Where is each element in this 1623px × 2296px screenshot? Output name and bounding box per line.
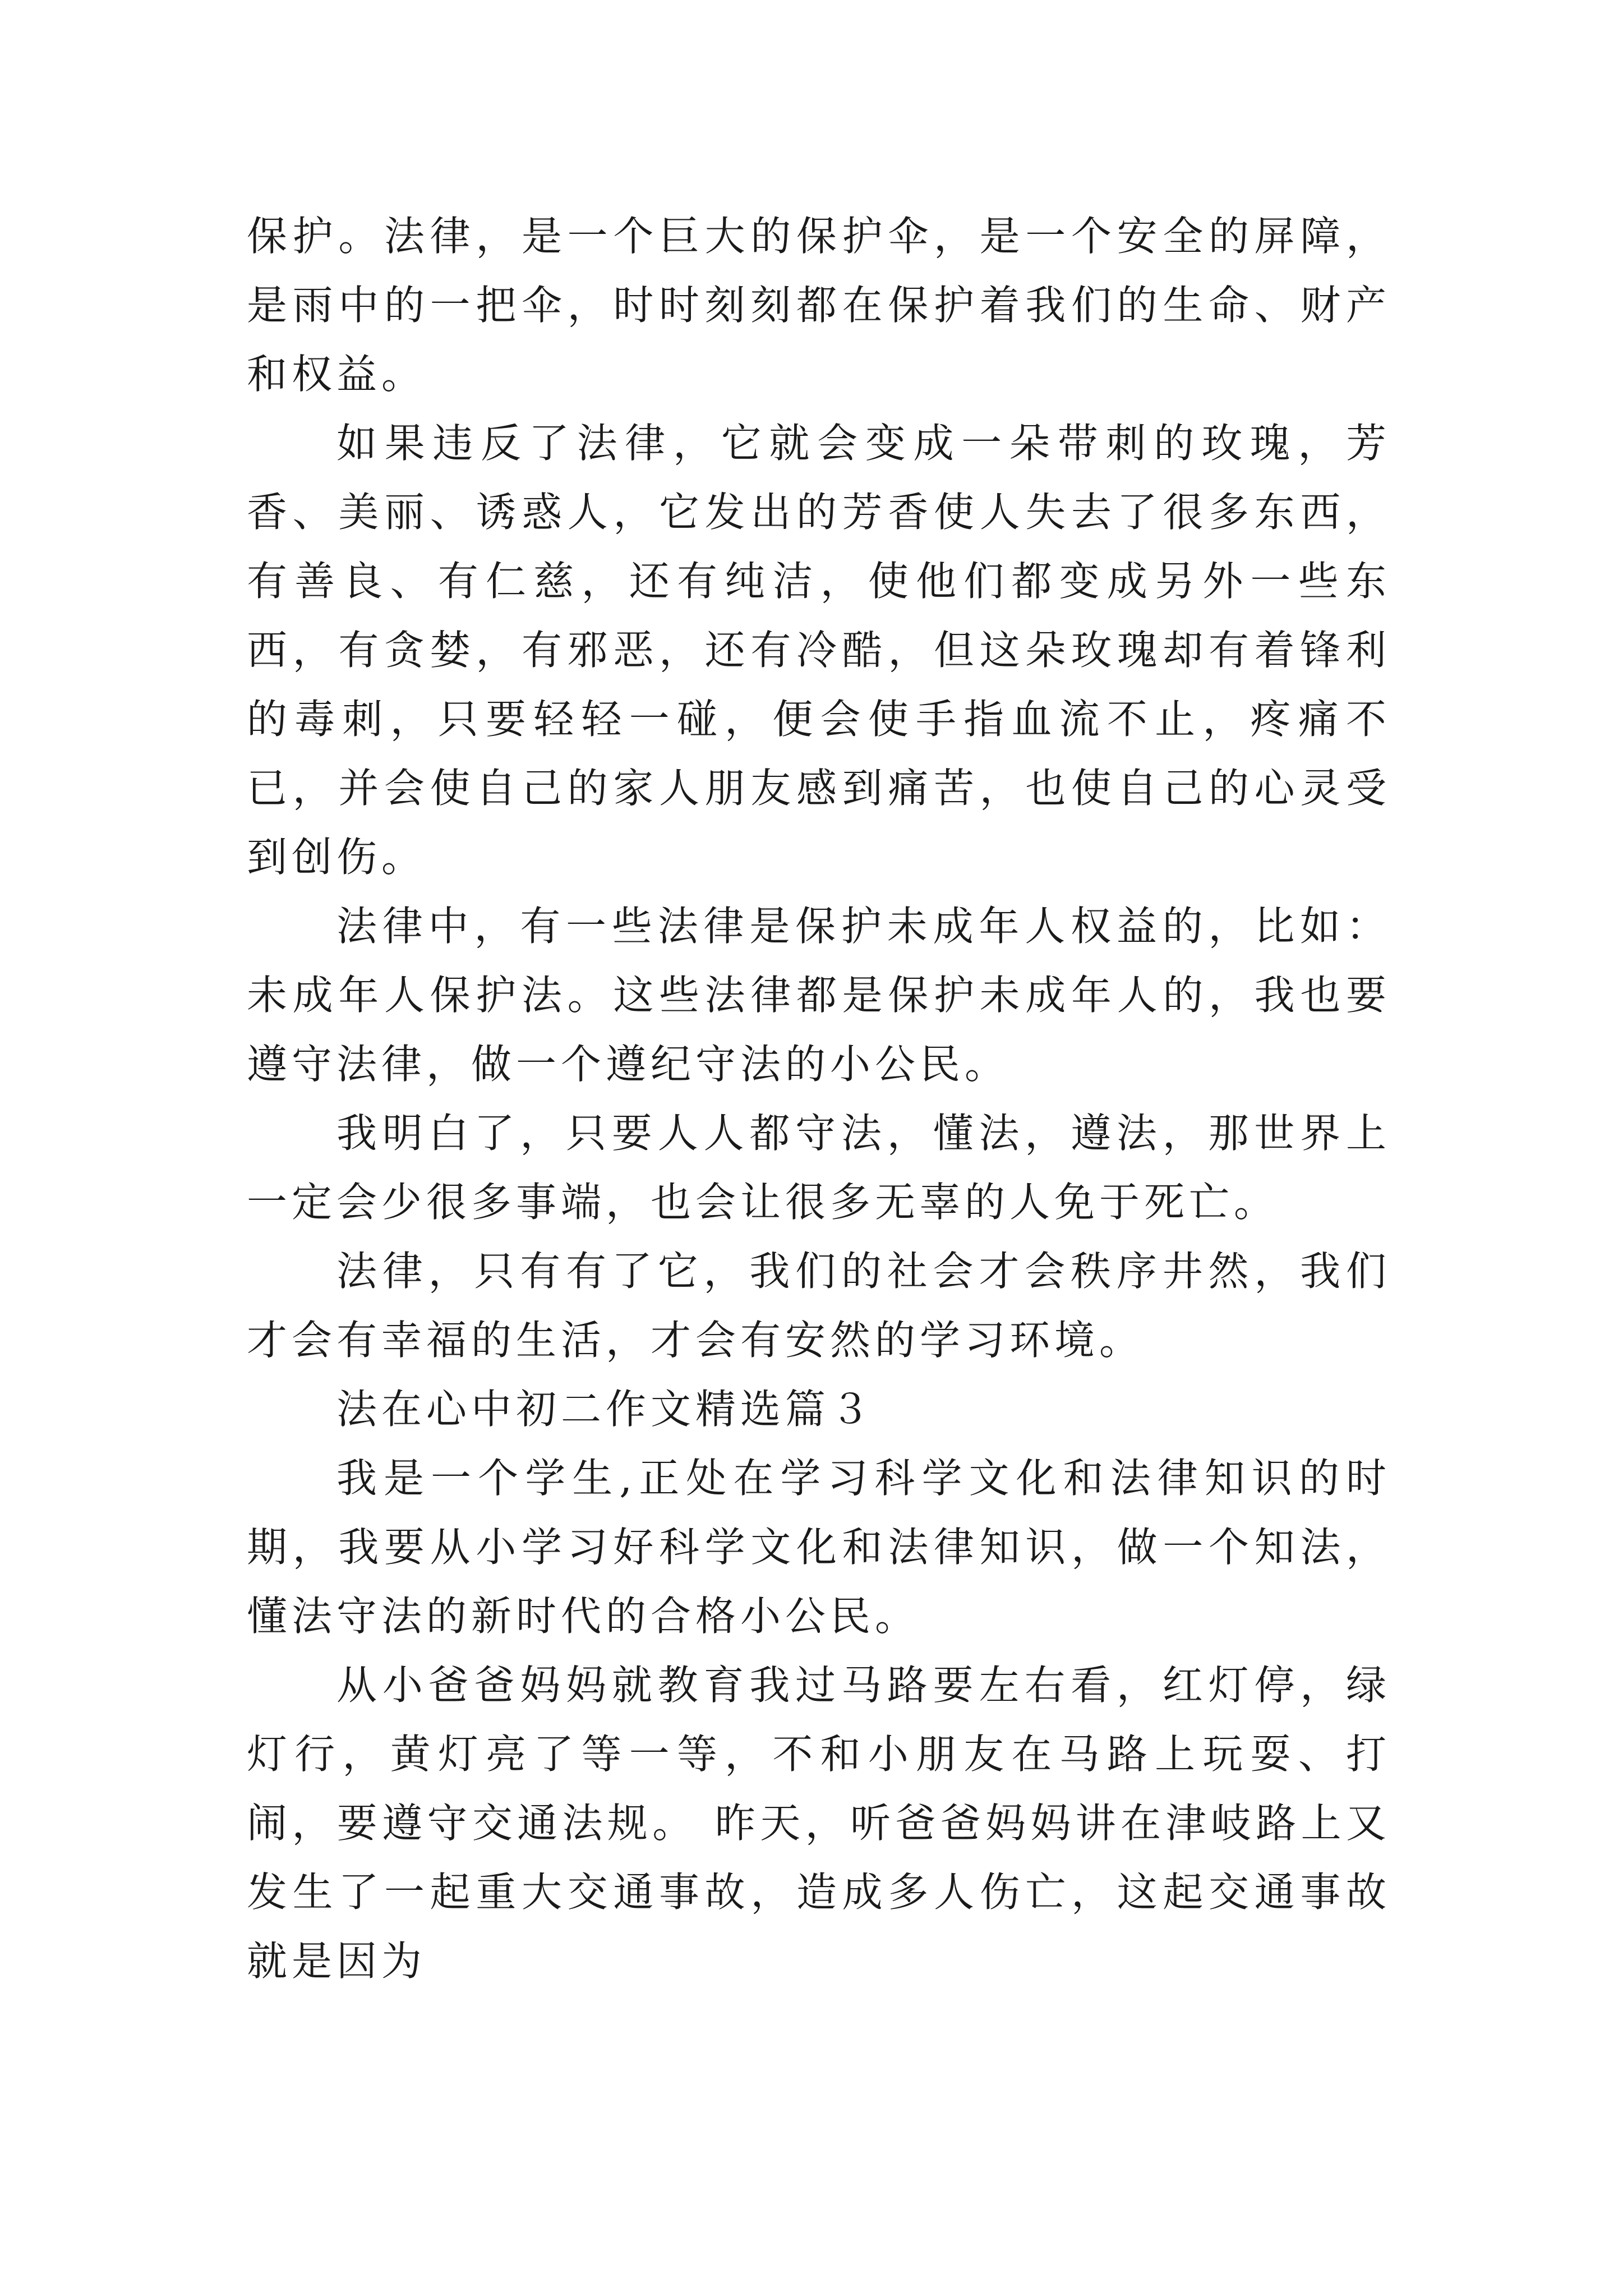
paragraph-1: 保护。法律，是一个巨大的保护伞，是一个安全的屏障，是雨中的一把伞，时时刻刻都在保护着我们的生命、财产和权益。: [247, 213, 1391, 398]
paragraph-6: 我是一个学生,正处在学习科学文化和法律知识的时期，我要从小学习好科学文化和法律知识，做一个知法，懂法守法的新时代的合格小公民。: [247, 1455, 1391, 1640]
document-body: [247, 202, 1391, 1996]
paragraph-4: 我明白了，只要人人都守法，懂法，遵法，那世界上一定会少很多事端，也会让很多无辜的人免于死亡。: [247, 1110, 1391, 1226]
paragraph-5: 法律，只有有了它，我们的社会才会秩序井然，我们才会有幸福的生活，才会有安然的学习环境。: [247, 1248, 1391, 1364]
section-heading: 法在心中初二作文精选篇３: [336, 1386, 875, 1433]
paragraph-7: 从小爸爸妈妈就教育我过马路要左右看，红灯停，绿灯行，黄灯亮了等一等，不和小朋友在马路上玩耍、打闹，要遵守交通法规。 昨天，听爸爸妈妈讲在津岐路上又发生了一起重大交通事故，造成多人伤亡，这起交通事故就是因为: [247, 1662, 1391, 1985]
paragraph-3: 法律中，有一些法律是保护未成年人权益的，比如：未成年人保护法。这些法律都是保护未成年人的，我也要遵守法律，做一个遵纪守法的小公民。: [247, 903, 1391, 1088]
paragraph-2: 如果违反了法律，它就会变成一朵带刺的玫瑰，芳香、美丽、诱惑人，它发出的芳香使人失去了很多东西，有善良、有仁慈，还有纯洁，使他们都变成另外一些东西，有贪婪，有邪恶，还有冷酷，但这朵玫瑰却有着锋利的毒刺，只要轻轻一碰，便会使手指血流不止，疼痛不已，并会使自己的家人朋友感到痛苦，也使自己的心灵受到创伤。: [247, 420, 1391, 881]
